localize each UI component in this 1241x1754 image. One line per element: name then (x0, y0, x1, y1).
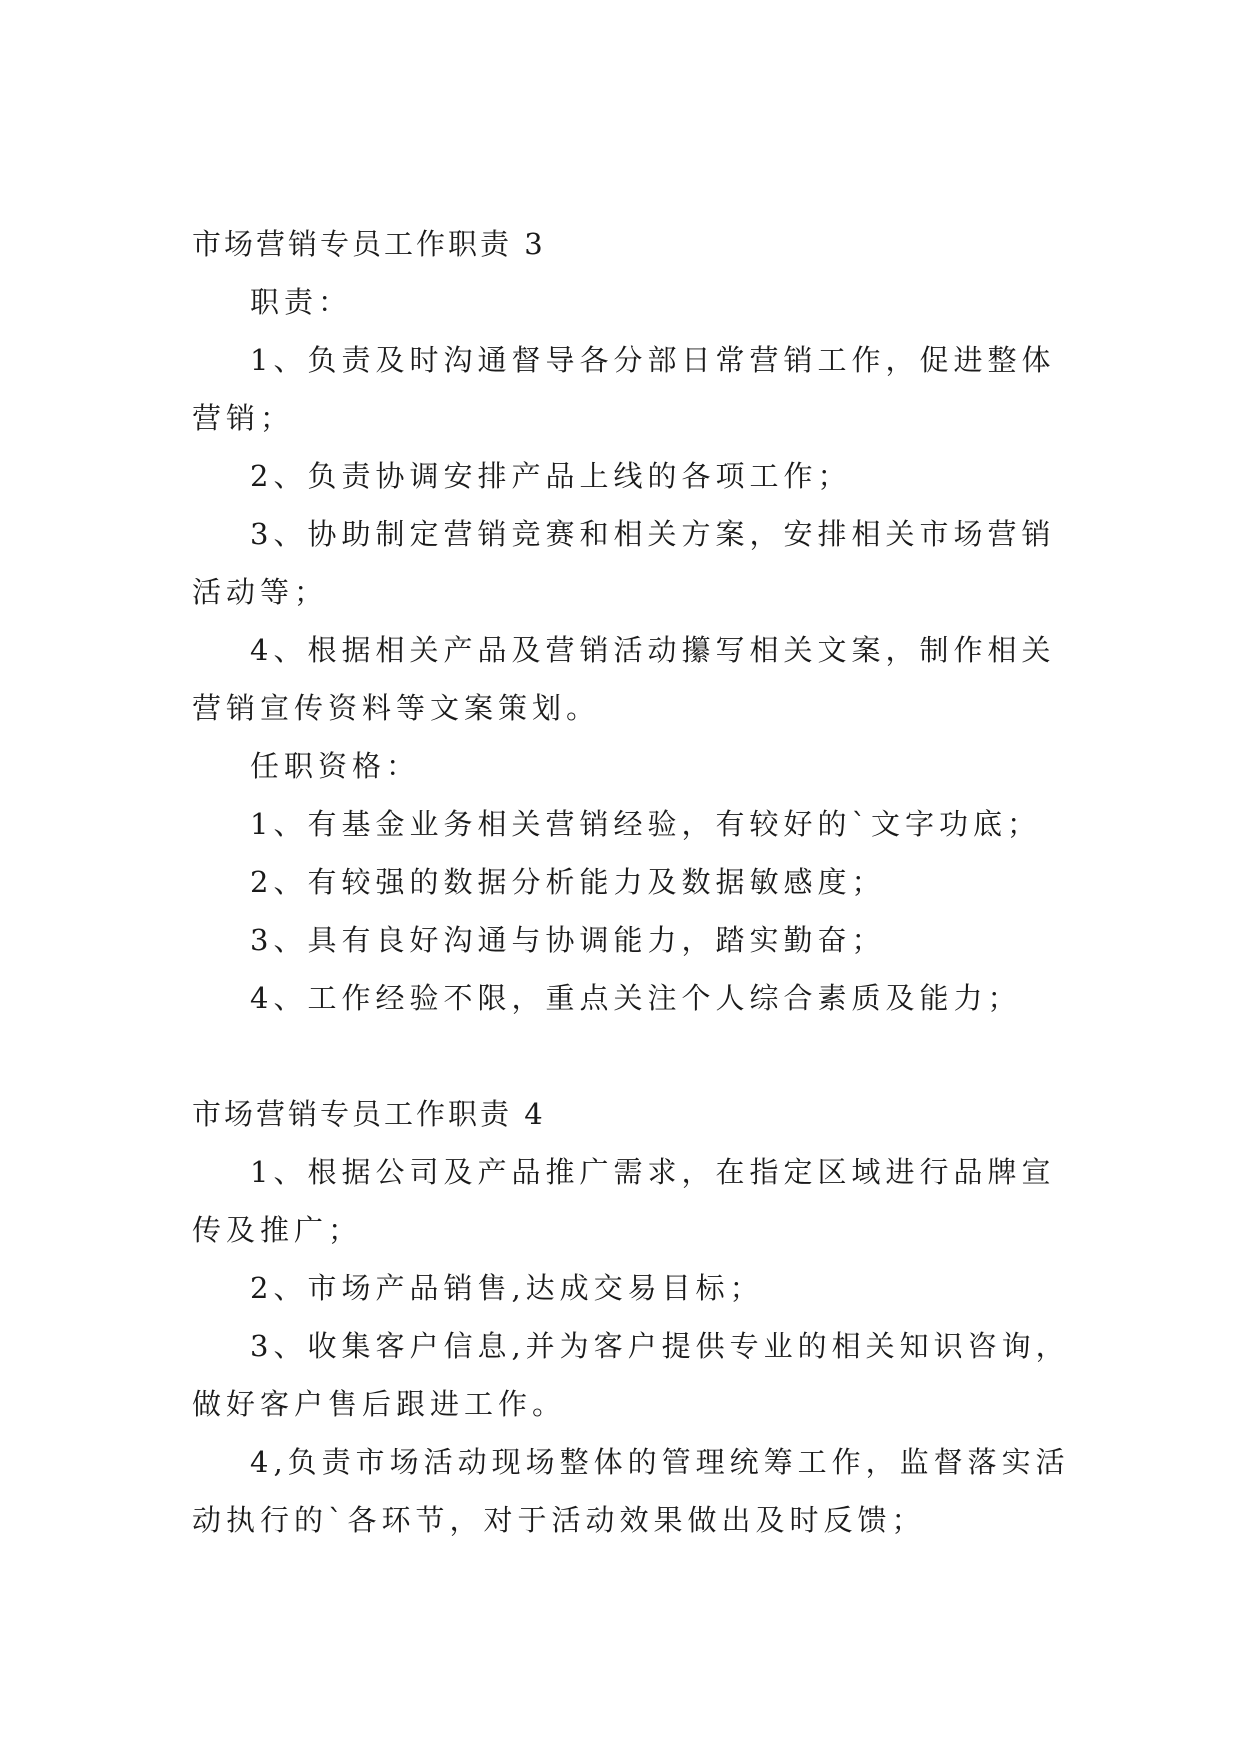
qualification-1: 1、有基金业务相关营销经验，有较好的`文字功底； (250, 807, 1041, 841)
duty-label: 职责： (250, 285, 353, 319)
duty-2: 2、负责协调安排产品上线的各项工作； (250, 459, 852, 493)
qualification-2: 2、有较强的数据分析能力及数据敏感度； (250, 865, 886, 899)
item-1-line-1: 1、根据公司及产品推广需求，在指定区域进行品牌宣 (250, 1155, 1056, 1189)
qualification-3: 3、具有良好沟通与协调能力，踏实勤奋； (250, 923, 886, 957)
duty-4-line-2: 营销宣传资料等文案策划。 (192, 691, 601, 725)
section-3-title: 市场营销专员工作职责 3 (192, 227, 546, 261)
duty-4-line-1: 4、根据相关产品及营销活动攥写相关文案，制作相关 (250, 633, 1056, 667)
item-2: 2、市场产品销售,达成交易目标； (250, 1271, 764, 1305)
section-spacer (192, 1027, 1052, 1085)
qualification-4: 4、工作经验不限，重点关注个人综合素质及能力； (250, 981, 1022, 1015)
item-4-line-2: 动执行的`各环节，对于活动效果做出及时反馈； (192, 1503, 926, 1537)
item-3-line-2: 做好客户售后跟进工作。 (192, 1387, 567, 1421)
duty-3-line-1: 3、协助制定营销竞赛和相关方案，安排相关市场营销 (250, 517, 1056, 551)
document-body (192, 215, 1070, 1549)
item-4-line-1: 4,负责市场活动现场整体的管理统筹工作，监督落实活 (250, 1445, 1070, 1479)
duty-1-line-1: 1、负责及时沟通督导各分部日常营销工作，促进整体 (250, 343, 1056, 377)
item-1-line-2: 传及推广； (192, 1213, 363, 1247)
qualification-label: 任职资格： (250, 749, 421, 783)
duty-3-line-2: 活动等； (192, 575, 329, 609)
item-3-line-1: 3、收集客户信息,并为客户提供专业的相关知识咨询， (250, 1329, 1070, 1363)
section-4-title: 市场营销专员工作职责 4 (192, 1097, 546, 1131)
duty-1-line-2: 营销； (192, 401, 295, 435)
